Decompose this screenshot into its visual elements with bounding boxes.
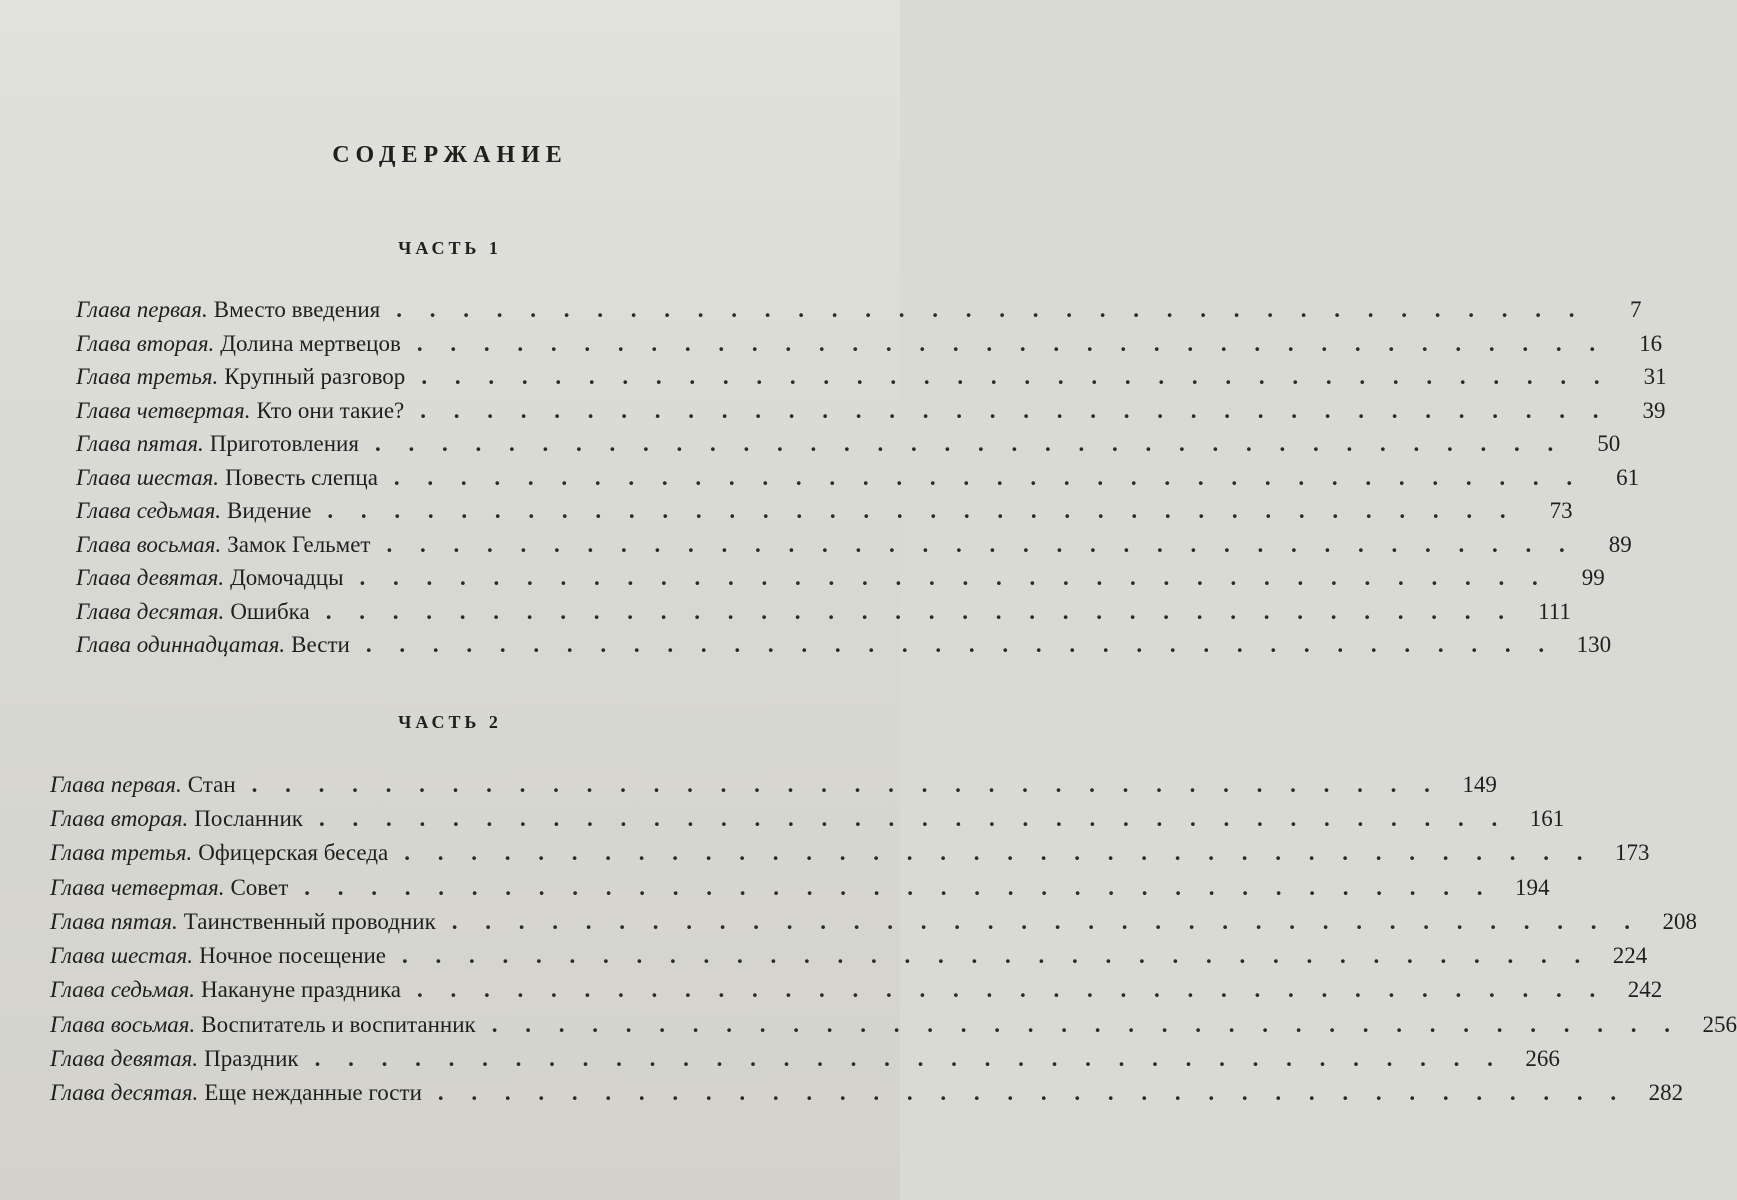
dot-leader: . . . . . . . . . . . . . . . . . . . . . . . . . . . . . . . . . . . .	[304, 874, 1494, 900]
toc-entry	[76, 628, 1612, 662]
page-number: 242	[1627, 977, 1663, 1003]
chapter-number: Глава пятая.	[76, 431, 204, 457]
dot-leader: . . . . . . . . . . . . . . . . . . . . . . . . . . . . . . . . . . . .	[451, 908, 1641, 934]
chapter-title: Долина мертвецов	[220, 330, 401, 356]
page-number: 161	[1529, 805, 1565, 831]
page-number: 31	[1643, 364, 1667, 390]
page-number: 224	[1612, 943, 1648, 969]
page-number: 256	[1702, 1011, 1737, 1037]
dot-leader: . . . . . . . . . . . . . . . . . . . . . . . . . . . . . . . . . . . .	[386, 531, 1576, 557]
chapter-title: Воспитатель и воспитанник	[201, 1011, 476, 1037]
toc-entry	[76, 327, 1663, 361]
contents-title: СОДЕРЖАНИЕ	[332, 142, 568, 168]
page-number: 111	[1538, 598, 1571, 624]
chapter-number: Глава вторая.	[50, 805, 189, 831]
chapter-title: Повесть слепца	[225, 464, 378, 490]
chapter-number: Глава десятая.	[50, 1080, 199, 1106]
dot-leader: . . . . . . . . . . . . . . . . . . . . . . . . . . . . . . . . . . . .	[325, 598, 1515, 624]
toc-entry	[50, 870, 1550, 904]
chapter-title: Офицерская беседа	[198, 840, 389, 866]
dot-leader: . . . . . . . . . . . . . . . . . . . . . . . . . . . . . . . . . . . .	[318, 805, 1509, 831]
chapter-title: Посланник	[194, 805, 303, 831]
part-1-title: ЧАСТЬ 1	[398, 238, 502, 258]
chapter-title: Ошибка	[230, 598, 310, 624]
chapter-number: Глава первая.	[50, 771, 182, 797]
page-number: 130	[1576, 632, 1612, 658]
chapter-number: Глава четвертая.	[50, 874, 225, 900]
chapter-number: Глава девятая.	[76, 565, 225, 591]
chapter-number: Глава восьмая.	[76, 531, 222, 557]
page-number: 149	[1462, 771, 1497, 797]
toc-entry	[76, 394, 1666, 428]
toc-entry	[76, 595, 1571, 629]
part-2-title: ЧАСТЬ 2	[398, 712, 502, 732]
page-number: 99	[1581, 565, 1605, 591]
chapter-title: Стан	[187, 771, 236, 797]
chapter-title: Крупный разговор	[224, 364, 406, 390]
dot-leader: . . . . . . . . . . . . . . . . . . . . . . . . . . . . . . . . . . . .	[359, 565, 1549, 591]
chapter-number: Глава четвертая.	[76, 397, 251, 423]
toc-entry	[76, 461, 1640, 495]
toc-entry	[76, 427, 1621, 461]
dot-leader: . . . . . . . . . . . . . . . . . . . . . . . . . . . . . . . . . . . .	[491, 1011, 1681, 1037]
page-number: 282	[1648, 1080, 1684, 1106]
chapter-title: Видение	[227, 498, 312, 524]
page-number: 89	[1608, 531, 1632, 557]
chapter-title: Приготовления	[209, 431, 359, 457]
chapter-title: Ночное посещение	[199, 943, 387, 969]
page-number: 173	[1614, 840, 1650, 866]
dot-leader: . . . . . . . . . . . . . . . . . . . . . . . . . . . . . . . . . . . .	[417, 977, 1607, 1003]
dot-leader: . . . . . . . . . . . . . . . . . . . . . . . . . . . . . . . . . . . .	[437, 1080, 1628, 1106]
chapter-title: Праздник	[204, 1046, 299, 1072]
chapter-number: Глава третья.	[76, 364, 219, 390]
chapter-number: Глава седьмая.	[76, 498, 222, 524]
toc-entry	[50, 1007, 1737, 1041]
chapter-title: Кто они такие?	[256, 397, 405, 423]
dot-leader: . . . . . . . . . . . . . . . . . . . . . . . . . . . . . . . . . . . .	[420, 397, 1610, 423]
dot-leader: . . . . . . . . . . . . . . . . . . . . . . . . . . . . . . . . . . . .	[365, 632, 1556, 658]
chapter-number: Глава десятая.	[76, 598, 225, 624]
toc-entry	[50, 1041, 1560, 1075]
chapter-title: Домочадцы	[230, 565, 344, 591]
chapter-number: Глава девятая.	[50, 1046, 199, 1072]
chapter-number: Глава шестая.	[50, 943, 194, 969]
dot-leader: . . . . . . . . . . . . . . . . . . . . . . . . . . . . . . . . . . . .	[374, 431, 1565, 457]
chapter-title: Вести	[291, 632, 350, 658]
toc-entry	[50, 973, 1663, 1007]
page-number: 61	[1616, 464, 1640, 490]
dot-leader: . . . . . . . . . . . . . . . . . . . . . . . . . . . . . . . . . . . .	[314, 1046, 1504, 1072]
chapter-number: Глава шестая.	[76, 464, 220, 490]
toc-entry	[50, 904, 1697, 938]
chapter-number: Глава восьмая.	[50, 1011, 196, 1037]
page-number: 194	[1515, 874, 1550, 900]
page-number: 266	[1525, 1046, 1560, 1072]
toc-entry	[76, 293, 1642, 327]
page-number: 73	[1549, 498, 1573, 524]
part-2-toc	[50, 767, 1737, 1110]
page-number: 50	[1597, 431, 1621, 457]
page-number: 208	[1662, 908, 1697, 934]
toc-entry	[50, 1076, 1684, 1110]
dot-leader: . . . . . . . . . . . . . . . . . . . . . . . . . . . . . . . . . . . .	[404, 840, 1594, 866]
toc-entry	[50, 801, 1565, 835]
dot-leader: . . . . . . . . . . . . . . . . . . . . . . . . . . . . . . . . . . . .	[251, 771, 1441, 797]
toc-entry	[76, 494, 1573, 528]
page-number: 16	[1639, 330, 1663, 356]
chapter-number: Глава седьмая.	[50, 977, 196, 1003]
dot-leader: . . . . . . . . . . . . . . . . . . . . . . . . . . . . . . . . . . . .	[402, 943, 1592, 969]
toc-entry	[50, 938, 1648, 972]
dot-leader: . . . . . . . . . . . . . . . . . . . . . . . . . . . . . . . . . . . .	[396, 297, 1586, 323]
chapter-title: Замок Гельмет	[227, 531, 371, 557]
chapter-number: Глава пятая.	[50, 908, 178, 934]
chapter-title: Совет	[230, 874, 289, 900]
chapter-number: Глава первая.	[76, 297, 208, 323]
toc-entry	[76, 528, 1632, 562]
toc-entry	[50, 836, 1650, 870]
toc-entry	[50, 767, 1497, 801]
dot-leader: . . . . . . . . . . . . . . . . . . . . . . . . . . . . . . . . . . . .	[416, 330, 1607, 356]
chapter-title: Еще нежданные гости	[204, 1080, 422, 1106]
chapter-title: Таинственный проводник	[183, 908, 436, 934]
dot-leader: . . . . . . . . . . . . . . . . . . . . . . . . . . . . . . . . . . . .	[393, 464, 1584, 490]
chapter-number: Глава вторая.	[76, 330, 215, 356]
dot-leader: . . . . . . . . . . . . . . . . . . . . . . . . . . . . . . . . . . . .	[327, 498, 1517, 524]
chapter-number: Глава третья.	[50, 840, 193, 866]
page-number: 7	[1629, 297, 1642, 323]
toc-entry	[76, 360, 1667, 394]
chapter-title: Вместо введения	[213, 297, 381, 323]
chapter-title: Накануне праздника	[201, 977, 401, 1003]
chapter-number: Глава одиннадцатая.	[76, 632, 286, 658]
part-1-toc	[76, 293, 1667, 662]
dot-leader: . . . . . . . . . . . . . . . . . . . . . . . . . . . . . . . . . . . .	[421, 364, 1611, 390]
toc-entry	[76, 561, 1605, 595]
page-number: 39	[1642, 397, 1666, 423]
